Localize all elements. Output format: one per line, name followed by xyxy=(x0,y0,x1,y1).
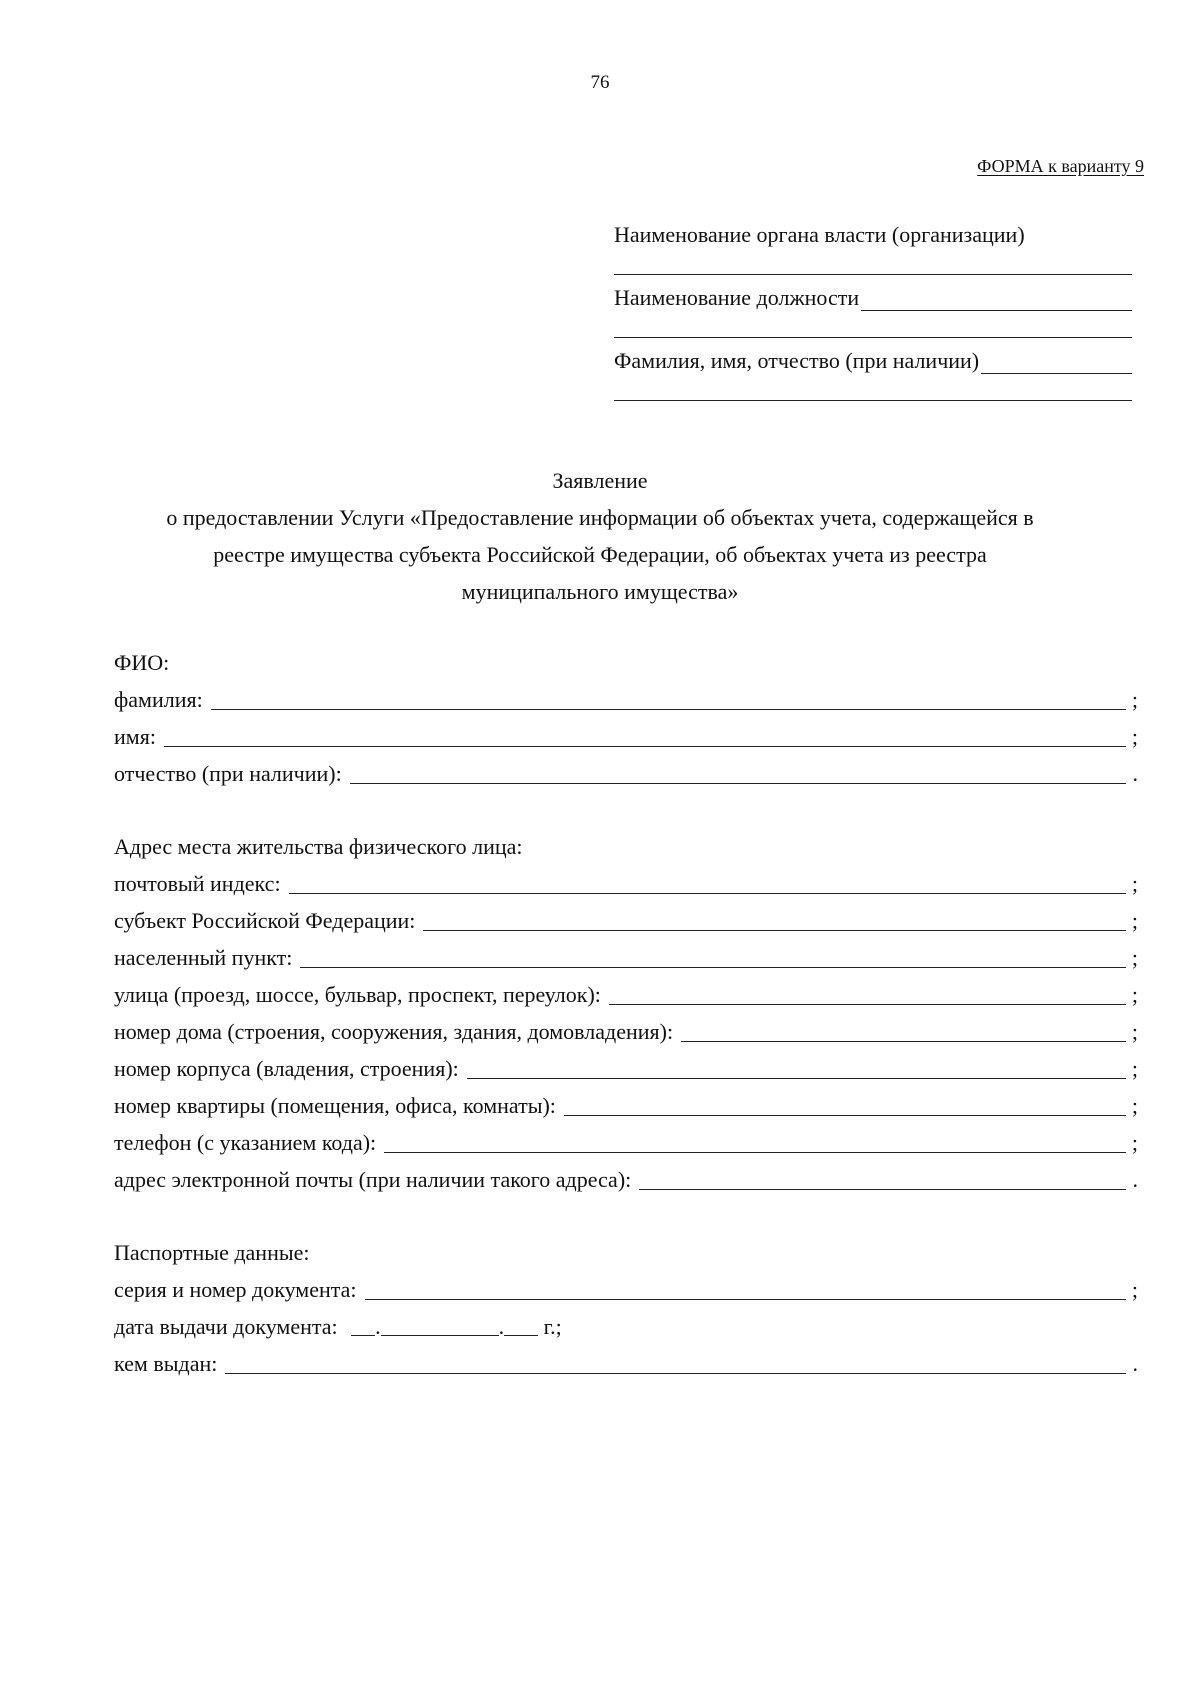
building-field xyxy=(114,1050,1138,1087)
field-terminator: . xyxy=(1132,761,1138,786)
email-label: адрес электронной почты (при наличии такого адреса): xyxy=(114,1167,632,1192)
field-terminator: ; xyxy=(1131,1130,1138,1155)
position-line-2[interactable] xyxy=(614,311,1132,338)
field-terminator: ; xyxy=(1131,687,1138,712)
issuer-input-line[interactable] xyxy=(225,1353,1126,1374)
apartment-label: номер квартиры (помещения, офиса, комнаты): xyxy=(114,1093,556,1118)
field-terminator: ; xyxy=(1131,1093,1138,1118)
passport-heading: Паспортные данные: xyxy=(114,1240,310,1265)
street-label: улица (проезд, шоссе, бульвар, проспект, переулок): xyxy=(114,982,601,1007)
passport-series-field xyxy=(114,1271,1138,1308)
phone-label: телефон (с указанием кода): xyxy=(114,1130,377,1155)
address-section xyxy=(114,828,1138,1198)
patronymic-field xyxy=(114,755,1138,792)
official-fio-label: Фамилия, имя, отчество (при наличии) xyxy=(614,348,980,373)
locality-label: населенный пункт: xyxy=(114,945,293,970)
field-terminator: ; xyxy=(1131,1056,1138,1081)
issuer-label: кем выдан: xyxy=(114,1351,218,1376)
page-number: 76 xyxy=(590,72,610,93)
passport-series-label: серия и номер документа: xyxy=(114,1277,357,1302)
locality-input-line[interactable] xyxy=(300,947,1126,968)
name-input-line[interactable] xyxy=(164,726,1126,747)
org-name-line[interactable] xyxy=(614,248,1132,275)
phone-field xyxy=(114,1124,1138,1161)
street-field xyxy=(114,976,1138,1013)
email-field xyxy=(114,1161,1138,1198)
field-terminator: ; xyxy=(1131,871,1138,896)
addressee-block xyxy=(614,212,1132,401)
surname-input-line[interactable] xyxy=(211,689,1126,710)
form-reference: ФОРМА к варианту 9 xyxy=(977,156,1144,176)
phone-input-line[interactable] xyxy=(384,1132,1126,1153)
surname-field xyxy=(114,681,1138,718)
official-fio-line[interactable] xyxy=(981,351,1132,374)
house-number-label: номер дома (строения, сооружения, здания, домовладения): xyxy=(114,1019,674,1044)
fio-section xyxy=(114,644,1138,792)
postal-code-field xyxy=(114,865,1138,902)
field-terminator: ; xyxy=(1131,1019,1138,1044)
region-field xyxy=(114,902,1138,939)
issue-date-label: дата выдачи документа: xyxy=(114,1314,338,1339)
official-fio-row xyxy=(614,338,1132,374)
date-separator: . xyxy=(375,1314,381,1339)
house-number-field xyxy=(114,1013,1138,1050)
region-label: субъект Российской Федерации: xyxy=(114,908,416,933)
apartment-input-line[interactable] xyxy=(564,1095,1126,1116)
field-terminator: ; xyxy=(1131,908,1138,933)
patronymic-input-line[interactable] xyxy=(350,763,1126,784)
surname-label: фамилия: xyxy=(114,687,203,712)
title-heading: Заявление xyxy=(552,468,648,493)
issuer-field xyxy=(114,1345,1138,1382)
position-label: Наименование должности xyxy=(614,285,860,310)
house-number-input-line[interactable] xyxy=(681,1021,1126,1042)
issue-date-field xyxy=(114,1308,1138,1345)
issue-year-input[interactable] xyxy=(504,1315,538,1336)
building-input-line[interactable] xyxy=(467,1058,1126,1079)
field-terminator: ; xyxy=(1131,1277,1138,1302)
issue-day-input[interactable] xyxy=(351,1315,375,1336)
address-heading: Адрес места жительства физического лица: xyxy=(114,834,523,859)
patronymic-label: отчество (при наличии): xyxy=(114,761,342,786)
apartment-field xyxy=(114,1087,1138,1124)
passport-section xyxy=(114,1234,1138,1382)
year-suffix: г.; xyxy=(543,1314,562,1339)
position-line[interactable] xyxy=(861,288,1132,311)
name-label: имя: xyxy=(114,724,156,749)
email-input-line[interactable] xyxy=(639,1169,1126,1190)
field-terminator: . xyxy=(1132,1167,1138,1192)
postal-code-input-line[interactable] xyxy=(289,873,1126,894)
org-name-row xyxy=(614,212,1132,248)
title-line-3: муниципального имущества» xyxy=(461,579,739,604)
region-input-line[interactable] xyxy=(423,910,1126,931)
date-separator: . xyxy=(498,1314,505,1339)
name-field xyxy=(114,718,1138,755)
passport-series-input-line[interactable] xyxy=(365,1279,1126,1300)
postal-code-label: почтовый индекс: xyxy=(114,871,281,896)
building-label: номер корпуса (владения, строения): xyxy=(114,1056,459,1081)
title-line-2: реестре имущества субъекта Российской Федерации, об объектах учета из реестра xyxy=(213,542,987,567)
street-input-line[interactable] xyxy=(609,984,1126,1005)
fio-heading: ФИО: xyxy=(114,650,170,675)
field-terminator: ; xyxy=(1131,724,1138,749)
official-fio-line-2[interactable] xyxy=(614,374,1132,401)
field-terminator: ; xyxy=(1131,982,1138,1007)
application-title xyxy=(120,462,1080,610)
title-line-1: о предоставлении Услуги «Предоставление информации об объектах учета, содержащейся в xyxy=(166,505,1034,530)
locality-field xyxy=(114,939,1138,976)
position-row xyxy=(614,275,1132,311)
field-terminator: . xyxy=(1132,1351,1138,1376)
field-terminator: ; xyxy=(1131,945,1138,970)
org-name-label: Наименование органа власти (организации) xyxy=(614,222,1025,247)
issue-month-input[interactable] xyxy=(381,1315,499,1336)
